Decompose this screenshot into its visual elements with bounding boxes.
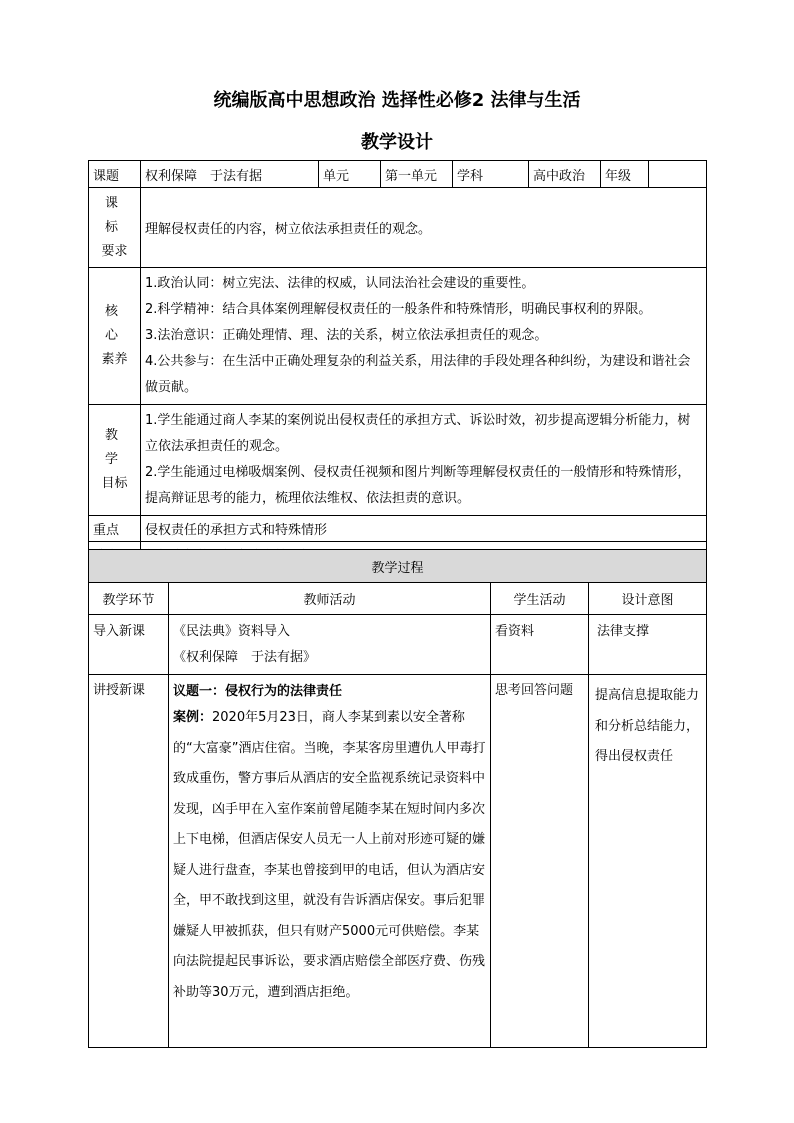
list-item: 2.学生能通过电梯吸烟案例、侵权责任视频和图片判断等理解侵权责任的一般情形和特殊情形，提高辩证思考的能力，梳理依法维权、依法担责的意识。 [145, 465, 691, 506]
student-activity: 思考回答问题 [491, 675, 589, 1048]
objectives-label: 教 学 目标 [89, 405, 141, 516]
design-intent: 法律支撑 [589, 615, 707, 675]
table-row [89, 615, 707, 675]
list-item: 1.学生能通过商人李某的案例说出侵权责任的承担方式、诉讼时效，初步提高逻辑分析能力，树立依法承担责任的观念。 [145, 413, 691, 454]
column-header: 教学环节 [89, 583, 169, 615]
case-paragraph: 案例：2020年5月23日，商人李某到素以安全著称的“大富豪”酒店住宿。当晚，李某客房里遭仇人甲毒打致成重伤，警方事后从酒店的安全监视系统记录资料中发现，凶手甲在入室作案前曾尾随李某在短时间内多次上下电梯，但酒店保安人员无一人上前对形迹可疑的嫌疑人进行盘查，李某也曾接到甲的电话，但认为酒店安全，甲不敢找到这里，就没有告诉酒店保安。事后犯罪嫌疑人甲被抓获，但只有财产5000元可供赔偿。李某向法院提起民事诉讼，要求酒店赔偿全部医疗费、伤残补助等30万元，遭到酒店拒绝。 [173, 710, 486, 1000]
stage-cell: 讲授新课 [89, 675, 169, 1048]
list-item: 2.科学精神：结合具体案例理解侵权责任的一般条件和特殊情形，明确民事权利的界限。 [145, 302, 652, 317]
literacy-label: 核 心 素养 [89, 268, 141, 405]
student-activity: 看资料 [491, 615, 589, 675]
teacher-activity [169, 675, 491, 1048]
info-table [88, 160, 707, 568]
unit-value: 第一单元 [381, 161, 453, 188]
stage-cell: 导入新课 [89, 615, 169, 675]
teacher-activity: 《民法典》资料导入 《权利保障 于法有据》 [169, 615, 491, 675]
document-title: 统编版高中思想政治 选择性必修2 法律与生活 [213, 90, 581, 111]
column-header: 教师活动 [169, 583, 491, 615]
standard-label: 课 标 要求 [89, 188, 141, 268]
table-row [89, 675, 707, 1048]
process-table [88, 549, 707, 1048]
column-header: 学生活动 [491, 583, 589, 615]
topic-label: 课题 [89, 161, 141, 188]
list-item: 1.政治认同：树立宪法、法律的权威，认同法治社会建设的重要性。 [145, 276, 535, 291]
grade-label: 年级 [601, 161, 649, 188]
key-label: 重点 [89, 516, 141, 542]
subject-label: 学科 [453, 161, 529, 188]
key-text: 侵权责任的承担方式和特殊情形 [141, 516, 707, 542]
list-item: 3.法治意识：正确处理情、理、法的关系，树立依法承担责任的观念。 [145, 328, 548, 343]
topic-value: 权利保障 于法有据 [141, 161, 319, 188]
column-header: 设计意图 [589, 583, 707, 615]
design-intent: 提高信息提取能力和分析总结能力，得出侵权责任 [589, 675, 707, 1048]
subject-value: 高中政治 [529, 161, 601, 188]
document-subtitle: 教学设计 [361, 132, 433, 153]
objectives-list [141, 405, 707, 516]
literacy-list [141, 268, 707, 405]
list-item: 4.公共参与：在生活中正确处理复杂的利益关系，用法律的手段处理各种纠纷，为建设和谐社会做贡献。 [145, 354, 691, 395]
unit-label: 单元 [319, 161, 381, 188]
standard-text: 理解侵权责任的内容，树立依法承担责任的观念。 [141, 188, 707, 268]
grade-value [649, 161, 707, 188]
topic-heading: 议题一：侵权行为的法律责任 [173, 684, 343, 699]
process-title: 教学过程 [89, 550, 707, 583]
